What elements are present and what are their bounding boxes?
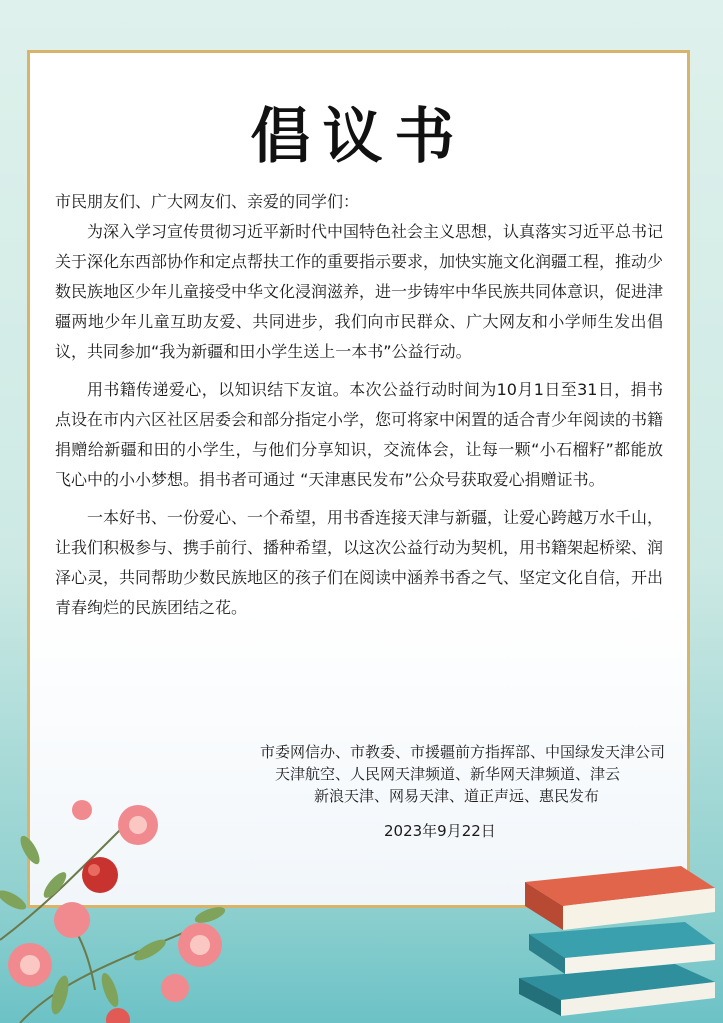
page-title: 倡议书: [250, 102, 467, 172]
flower-branch-icon: [0, 790, 250, 1023]
letter-date: 2023年9月22日: [384, 822, 496, 840]
greeting: 市民朋友们、广大网友们、亲爱的同学们：: [55, 192, 360, 211]
signatory-line-2: 天津航空、人民网天津频道、新华网天津频道、津云: [274, 765, 620, 783]
signatory-line-3: 新浪天津、网易天津、道正声远、惠民发布: [313, 787, 599, 805]
letter-body: [55, 187, 663, 631]
paragraph-2: 用书籍传递爱心，以知识结下友谊。本次公益行动时间为10月1日至31日，捐书点设在市内六区社区居委会和部分指定小学，您可将家中闲置的适合青少年阅读的书籍捐赠给新疆和田的小学生，与他们分享知识，交流体会，让每一颗“小石榴籽”都能放飞心中的小小梦想。捐书者可通过 “天津惠民发布”公众号获取爱心捐赠证书。: [55, 380, 664, 489]
signatory-line-1: 市委网信办、市教委、市援疆前方指挥部、中国绿发天津公司: [259, 743, 665, 761]
paragraph-3: 一本好书、一份爱心、一个希望，用书香连接天津与新疆，让爱心跨越万水千山，让我们积极参与、携手前行、播种希望，以这次公益行动为契机，用书籍架起桥梁、润泽心灵，共同帮助少数民族地区的孩子们在阅读中涵养书香之气、坚定文化自信，开出青春绚烂的民族团结之花。: [55, 508, 664, 617]
book-stack-icon: [515, 860, 723, 1020]
letter-paper: [27, 50, 690, 908]
paragraph-1: 为深入学习宣传贯彻习近平新时代中国特色社会主义思想，认真落实习近平总书记关于深化东西部协作和定点帮扶工作的重要指示要求，加快实施文化润疆工程，推动少数民族地区少年儿童接受中华文化浸润滋养，进一步铸牢中华民族共同体意识，促进津疆两地少年儿童互助友爱、共同进步，我们向市民群众、广大网友和小学师生发出倡议，共同参加“我为新疆和田小学生送上一本书”公益行动。: [55, 222, 664, 361]
